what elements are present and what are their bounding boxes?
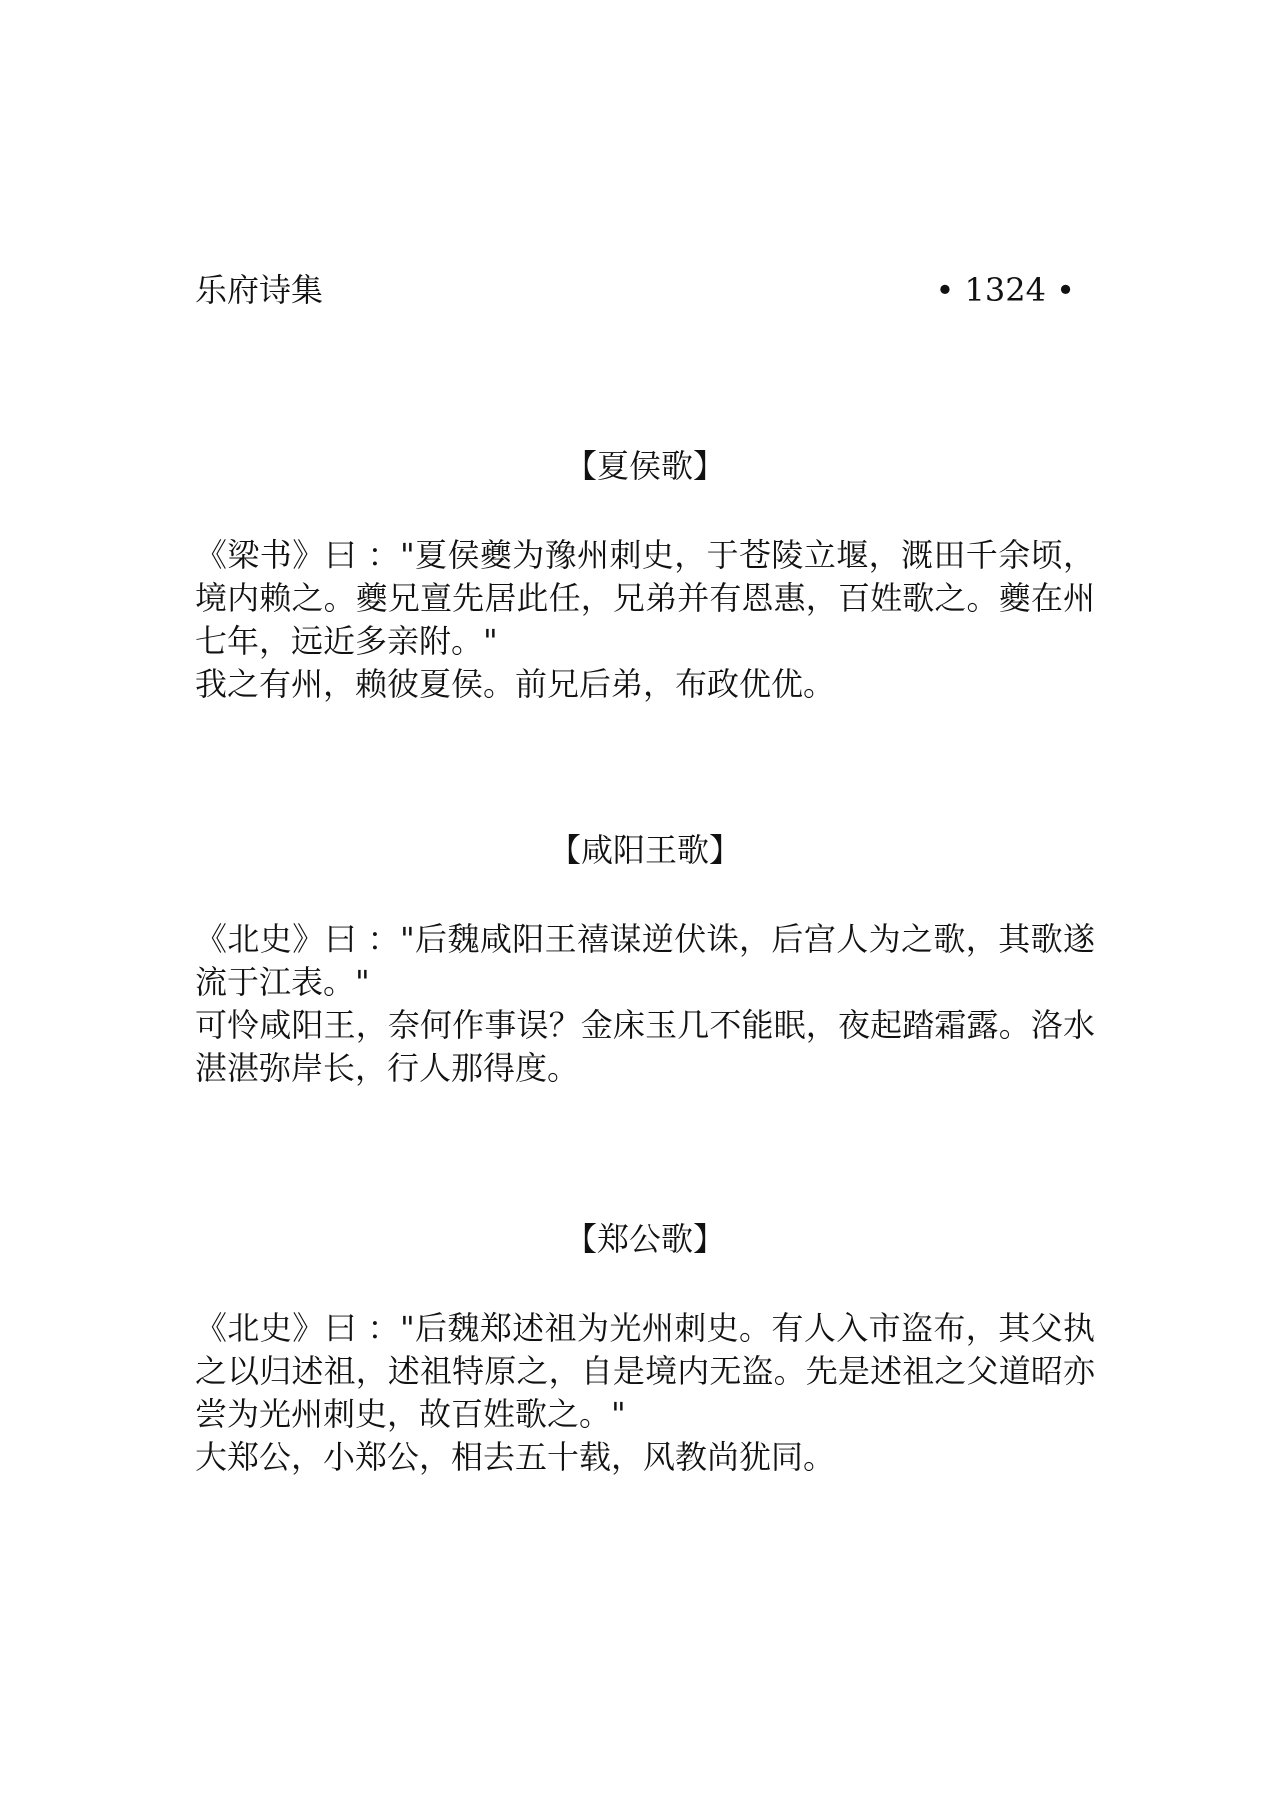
- poem-title: 【咸阳王歌】: [548, 831, 741, 869]
- poem-preface: 《北史》曰 ："后魏郑述祖为光州刺史。有人入市盗布，其父执之以归述祖，述祖特原之，自是境内无盗。先是述祖之父道昭亦尝为光州刺史，故百姓歌之。": [195, 1309, 1095, 1433]
- poem-preface: 《梁书》曰 ："夏侯夔为豫州刺史，于苍陵立堰，溉田千余顷，境内赖之。夔兄亶先居此任，兄弟并有恩惠，百姓歌之。夔在州七年，远近多亲附。": [195, 536, 1095, 660]
- poem-verse: 我之有州，赖彼夏侯。前兄后弟，布政优优。: [195, 665, 836, 703]
- poem-verse: 可怜咸阳王，奈何作事误？金床玉几不能眠，夜起踏霜露。洛水湛湛弥岸长，行人那得度。: [195, 1006, 1095, 1087]
- poem-title: 【郑公歌】: [564, 1220, 725, 1258]
- poem-section: [195, 444, 1095, 706]
- poem-section: [195, 1217, 1095, 1479]
- running-head: [195, 268, 1075, 312]
- poem-verse: 大郑公，小郑公，相去五十载，风教尚犹同。: [195, 1438, 836, 1476]
- poem-section: [195, 828, 1095, 1090]
- poem-title: 【夏侯歌】: [564, 447, 725, 485]
- book-title: 乐府诗集: [195, 271, 324, 309]
- poem-preface: 《北史》曰 ："后魏咸阳王禧谋逆伏诛，后宫人为之歌，其歌遂流于江表。": [195, 920, 1095, 1001]
- page-number: • 1324 •: [935, 271, 1075, 309]
